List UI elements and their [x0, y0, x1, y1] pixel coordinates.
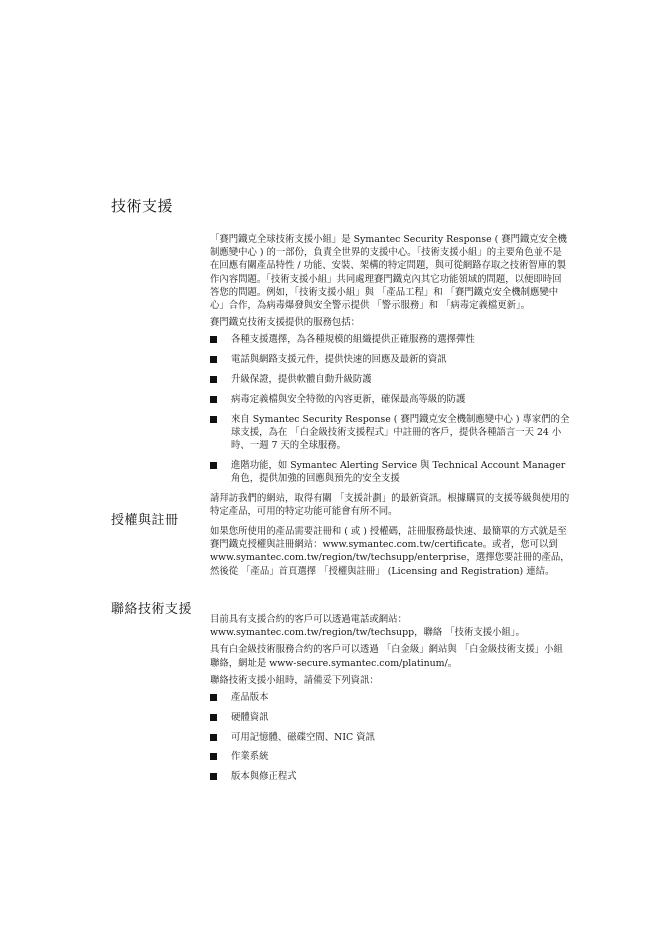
- list-item-text: 產品版本: [231, 692, 269, 704]
- licensing-paragraph: 如果您所使用的產品需要註冊和 ( 或 ) 授權碼，註冊服務最快速、最簡單的方式就是至賽門鐵克授權與註冊網站：www.symantec.com.tw/certificate。或者，您可以到 www.symantec.com.tw/region/tw/techsupp/enterprise，選擇您要註冊的產品，然後從 「產品」首頁選擇 「授權與註冊」 (Licensing and Registration) 連結。: [210, 526, 570, 577]
- square-bullet-icon: [210, 416, 217, 423]
- technical-support-body: [210, 233, 570, 522]
- list-item-text: 電話與網路支援元件，提供快速的回應及最新的資訊: [231, 354, 447, 366]
- list-item-text: 進階功能，如 Symantec Alerting Service 與 Technical Account Manager 角色，提供加強的回應與預先的安全支援: [231, 459, 566, 485]
- list-item-text: 來自 Symantec Security Response ( 賽門鐵克安全機制應變中心 ) 專家們的全球支援，為在 「白金級技術支援程式」中註冊的客戶，提供各種語言一天 24 小時、一週 7 天的全球服務。: [231, 413, 570, 452]
- list-item-text: 各種支援選擇，為各種規模的組織提供正確服務的選擇彈性: [231, 334, 475, 346]
- square-bullet-icon: [210, 734, 217, 741]
- contact-paragraph-2: 具有白金級技術服務合約的客戶可以透過 「白金級」網站與 「白金級技術支援」小組聯絡，網址是 www-secure.symantec.com/platinum/。: [210, 644, 563, 669]
- list-item: [210, 711, 570, 724]
- list-item: [210, 750, 570, 763]
- square-bullet-icon: [210, 753, 217, 760]
- list-item-text: 可用記憶體、磁碟空間、NIC 資訊: [231, 731, 375, 743]
- square-bullet-icon: [210, 336, 217, 343]
- list-item: [210, 770, 570, 783]
- contact-support-body: [210, 613, 570, 790]
- list-item: [210, 413, 570, 453]
- square-bullet-icon: [210, 462, 217, 469]
- list-item-text: 硬體資訊: [231, 711, 269, 723]
- licensing-body: [210, 525, 570, 582]
- list-item: [210, 393, 570, 406]
- section-title-technical-support: 技術支援: [111, 197, 174, 215]
- square-bullet-icon: [210, 376, 217, 383]
- section-title-contact-support: 聯絡技術支援: [111, 602, 193, 617]
- list-item: [210, 459, 570, 485]
- info-lead-text: 聯絡技術支援小組時，請備妥下列資訊：: [210, 674, 379, 686]
- list-item-text: 升級保證，提供軟體自動升級防護: [231, 374, 372, 386]
- list-item: [210, 731, 570, 744]
- info-list: [210, 691, 570, 783]
- square-bullet-icon: [210, 773, 217, 780]
- services-lead-text: 賽門鐵克技術支援提供的服務包括：: [210, 317, 361, 329]
- list-item: [210, 373, 570, 386]
- section-title-licensing: 授權與註冊: [111, 513, 179, 528]
- list-item-text: 版本與修正程式: [231, 771, 297, 783]
- square-bullet-icon: [210, 694, 217, 701]
- list-item: [210, 691, 570, 704]
- support-intro-paragraph: 「賽門鐵克全球技術支援小組」是 Symantec Security Response ( 賽門鐵克安全機制應變中心 ) 的一部份，負責全世界的支援中心。「技術支援小組」的主要角色並不是在回應有關產品特性 / 功能、安裝、架構的特定問題，與可從網路存取之技術智庫的製作內容問題。「技術支援小組」共同處理賽門鐵克內其它功能領域的問題，以便即時回答您的問題。例如，「技術支援小組」與 「產品工程」和 「賽門鐵克安全機制應變中心」合作，為病毒爆發與安全警示提供 「警示服務」和 「病毒定義檔更新」。: [210, 234, 567, 312]
- list-item: [210, 333, 570, 346]
- services-list: [210, 333, 570, 485]
- list-item-text: 病毒定義檔與安全特徵的內容更新，確保最高等級的防護: [231, 393, 466, 405]
- list-item: [210, 353, 570, 366]
- support-closing-paragraph: 請拜訪我們的網站，取得有關 「支援計劃」的最新資訊。根據購買的支援等級與使用的特定產品，可用的特定功能可能會有所不同。: [210, 492, 570, 518]
- square-bullet-icon: [210, 396, 217, 403]
- list-item-text: 作業系統: [231, 751, 269, 763]
- square-bullet-icon: [210, 714, 217, 721]
- square-bullet-icon: [210, 356, 217, 363]
- contact-paragraph-1: 目前具有支援合約的客戶可以透過電話或網站：www.symantec.com.tw/region/tw/techsupp，聯絡 「技術支援小組」。: [210, 614, 525, 639]
